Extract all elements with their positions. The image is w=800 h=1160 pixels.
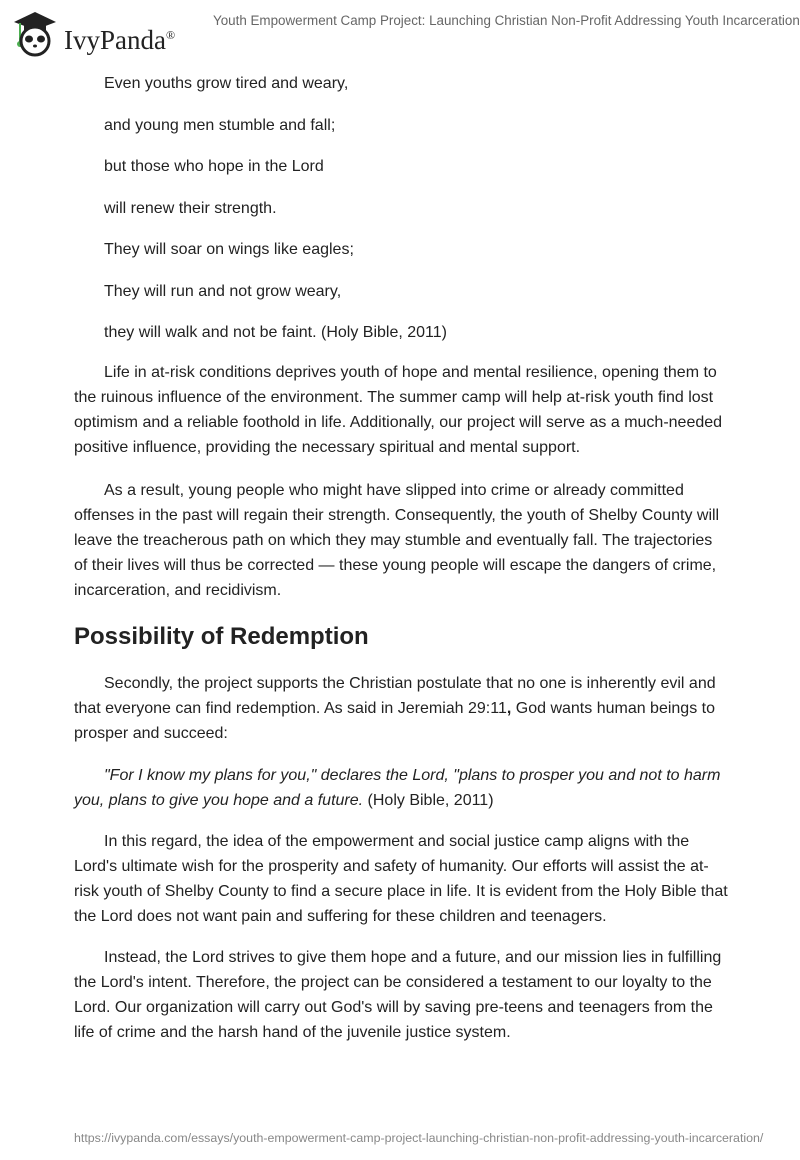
logo-text: IvyPanda bbox=[64, 24, 166, 55]
paragraph bbox=[74, 671, 730, 746]
panda-graduate-icon bbox=[10, 8, 60, 58]
section-heading: Possibility of Redemption bbox=[74, 623, 369, 650]
bible-quote bbox=[74, 763, 730, 813]
paragraph: Life in at-risk conditions deprives youth of hope and mental resilience, opening them to the ruinous influence of the environment. The summer camp will help at-risk youth find lost optimism and a reliable foothold in life. Additionally, our project will serve as a much-needed positive influence, providing the necessary spiritual and mental support. bbox=[74, 364, 723, 456]
poem-line: Even youths grow tired and weary, bbox=[104, 75, 349, 92]
source-url[interactable]: https://ivypanda.com/essays/youth-empowerment-camp-project-launching-christian-non-profit-addressing-youth-incarceration/ bbox=[74, 1131, 764, 1145]
paragraph-text: God wants human beings to prosper and succeed: bbox=[74, 700, 715, 742]
document-title: Youth Empowerment Camp Project: Launching Christian Non-Profit Addressing Youth Incarceration bbox=[213, 13, 800, 28]
poem bbox=[74, 74, 730, 343]
registered-mark: ® bbox=[165, 27, 176, 42]
ivypanda-logo[interactable] bbox=[10, 8, 175, 58]
bold-comma: , bbox=[506, 700, 512, 717]
poem-line: and young men stumble and fall; bbox=[104, 116, 336, 134]
paragraph-text: Secondly, the project supports the Christian postulate that no one is inherently evil and that everyone can find redemption. As said in Jeremiah 29:11 bbox=[74, 675, 716, 717]
poem-line: will renew their strength. bbox=[104, 199, 277, 217]
paragraph: As a result, young people who might have slipped into crime or already committed offenses in the past will regain their strength. Consequently, the youth of Shelby County will leave the treacherous path on which they may stumble and eventually fall. The trajectories of their lives will thus be corrected — these young people will escape the dangers of crime, incarceration, and recidivism. bbox=[74, 482, 720, 599]
quote-citation: (Holy Bible, 2011) bbox=[363, 792, 494, 809]
poem-line: but those who hope in the Lord bbox=[104, 158, 324, 175]
poem-line: they will walk and not be faint. (Holy Bible, 2011) bbox=[104, 324, 447, 341]
essay-body bbox=[74, 74, 730, 1045]
poem-line: They will soar on wings like eagles; bbox=[104, 241, 354, 258]
quote-text: "For I know my plans for you," declares the Lord, "plans to prosper you and not to harm you, plans to give you hope and a future. bbox=[74, 767, 721, 809]
paragraph: In this regard, the idea of the empowerment and social justice camp aligns with the Lord's ultimate wish for the prosperity and safety of humanity. Our efforts will assist the at-risk youth of Shelby County to find a secure place in life. It is evident from the Holy Bible that the Lord does not want pain and suffering for these children and teenagers. bbox=[74, 833, 728, 925]
poem-line: They will run and not grow weary, bbox=[104, 282, 342, 300]
paragraph: Instead, the Lord strives to give them hope and a future, and our mission lies in fulfilling the Lord's intent. Therefore, the project can be considered a testament to our loyalty to the Lord. Our organization will carry out God's will by saving pre-teens and teenagers from the life of crime and the harsh hand of the juvenile justice system. bbox=[74, 949, 722, 1041]
